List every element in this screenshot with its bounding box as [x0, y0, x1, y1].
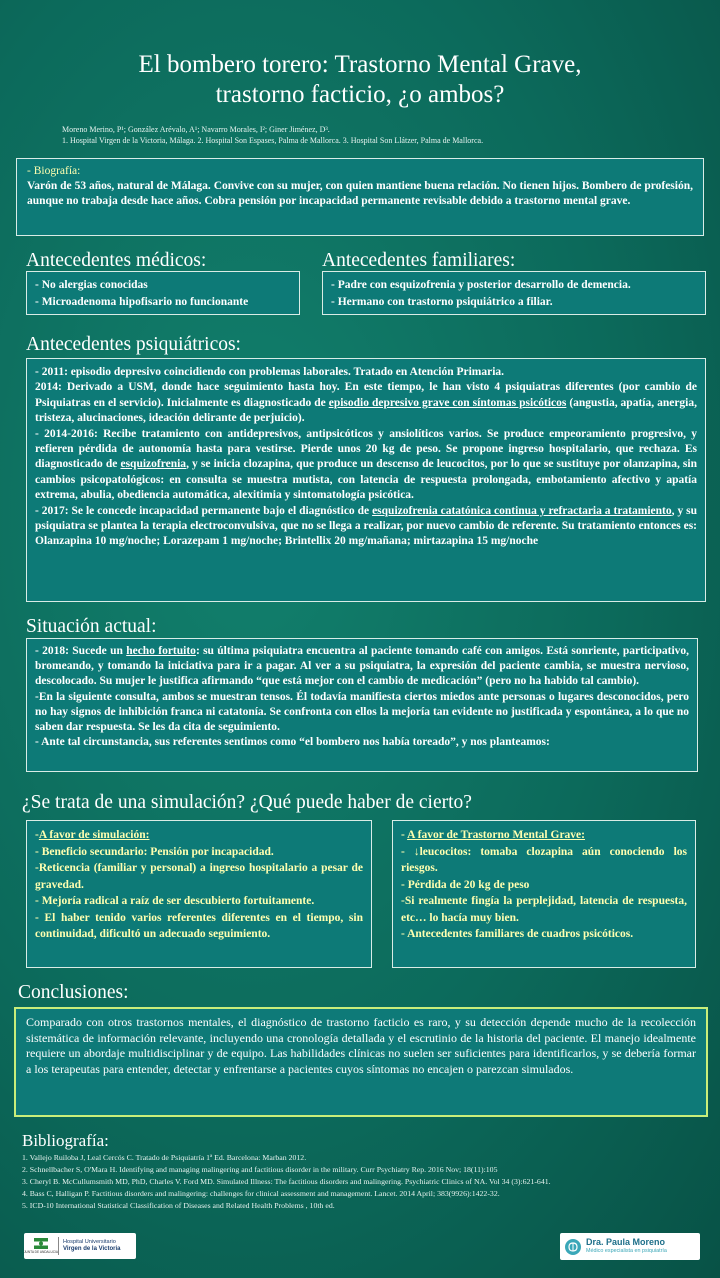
hecho-fortuito: hecho fortuito [126, 645, 196, 657]
situacion-box [26, 638, 698, 772]
familiares-item: - Padre con esquizofrenia y posterior desarrollo de demencia. [331, 279, 631, 291]
authors-affiliations: 1. Hospital Virgen de la Victoria, Málaga. 2. Hospital Son Espases, Palma de Mallorca. 3. Hospital Son Llátzer, Palma de Mallorca. [62, 136, 484, 145]
familiares-item: - Hermano con trastorno psiquiátrico a filiar. [331, 296, 553, 308]
bibliografia-item: 5. ICD-10 International Statistical Classification of Diseases and Related Health Problems , 10th ed. [22, 1201, 335, 1210]
title-line-1: El bombero torero: Trastorno Mental Grave, [138, 51, 582, 78]
bibliografia-item: 4. Bass C, Halligan P. Factitious disorders and malingering: challenges for clinical assessment and management. Lancet. 2014 April; 383(9926):1422-32. [22, 1189, 500, 1198]
doctor-name: Dra. Paula Moreno [586, 1236, 666, 1247]
biografia-text: Varón de 53 años, natural de Málaga. Convive con su mujer, con quien mantiene buena relación. No tienen hijos. Bombero de profesión, aunque no trabaja desde hace años. Cobra pensión por incapacidad permanente revisable debido a trastorno mental grave. [27, 180, 693, 207]
simulacion-label: -A favor de simulación: [35, 829, 150, 841]
simulacion-item: -Reticencia (familiar y personal) a ingreso hospitalario a pesar de gravedad. [35, 862, 363, 891]
medicos-item: - Microadenoma hipofisario no funcionante [35, 296, 249, 308]
tmg-item: - ↓leucocitos: tomaba clozapina aún conociendo los riesgos. [401, 845, 687, 874]
dx-esquizofrenia-catatonica: esquizofrenia catatónica continua y refractaria a tratamiento [372, 504, 672, 517]
bibliografia-item: 3. Cheryl B. McCullumsmith MD, PhD, Charles V. Ford MD. Simulated Illness: The factitious disorders and malingering. Psychiatric Clinics of NA. Vol 34 (3):621-641. [22, 1177, 551, 1186]
psiquiatricos-box [26, 358, 706, 602]
bibliografia-heading: Bibliografía: [22, 1131, 109, 1150]
doctor-logo [560, 1233, 700, 1260]
psiquiatricos-heading: Antecedentes psiquiátricos: [26, 334, 241, 355]
doctor-name-block [586, 1238, 667, 1256]
medicos-heading: Antecedentes médicos: [26, 250, 207, 271]
bibliografia-list [22, 1152, 551, 1212]
biografia-label: - Biografía: [27, 165, 81, 177]
brain-icon [564, 1238, 582, 1256]
dx-esquizofrenia: esquizofrenia [120, 458, 187, 471]
situacion-heading: Situación actual: [26, 616, 157, 637]
tmg-item: - Antecedentes familiares de cuadros psicóticos. [401, 928, 634, 940]
simulacion-item: - Mejoría radical a raíz de ser descubierto fortuitamente. [35, 895, 315, 907]
tmg-item: - Pérdida de 20 kg de peso [401, 878, 530, 891]
familiares-box [322, 271, 706, 315]
simulacion-item: - Beneficio secundario: Pensión por incapacidad. [35, 845, 274, 858]
situacion-consulta: -En la siguiente consulta, ambos se muestran tensos. Él todavía manifiesta ciertos miedos ante personas o lugares desconocidos, pero no hay signos de inhibición franca ni catatonía. Se confronta con ellos la mejoría tan evidente no justificada y espontánea, a lo que no saben dar respuesta. Se les da cita de seguimiento. [35, 690, 689, 734]
familiares-heading: Antecedentes familiares: [322, 250, 516, 271]
tmg-item: -Si realmente fingía la perplejidad, latencia de respuesta, etc… lo hacía muy bien. [401, 895, 687, 924]
conclusiones-box [14, 1007, 708, 1117]
medicos-box [26, 271, 300, 315]
psiquiatricos-2011: - 2011: episodio depresivo coincidiendo con problemas laborales. Tratado en Atención Primaria. [35, 366, 505, 378]
psiquiatricos-2014-2016: - 2014-2016: Recibe tratamiento con antidepresivos, antipsicóticos y ansiolíticos varios. Se produce empeoramiento progresivo, y refieren pérdida de autonomía hasta para vestirse. Pierde unos 20 kg de peso. Se propone ingreso hospitalario, que rechaza. Es diagnosticado de esquizofrenia, y se inicia clozapina, que produce un descenso de leucocitos, por lo que se sustituye por olanzapina, sin cambios psicopatológicos: en consulta se muestra mutista, con latencia de respuesta prolongada, embotamiento afectivo y apatía extrema, abulia, obediencia automática, alexitimia y sintomatología psicótica. [35, 427, 697, 502]
tmg-label: - A favor de Trastorno Mental Grave: [401, 829, 585, 841]
authors-block [62, 124, 483, 146]
doctor-specialty: Médico especialista en psiquiatría [586, 1247, 667, 1254]
psiquiatricos-2017: - 2017: Se le concede incapacidad permanente bajo el diagnóstico de esquizofrenia catatónica continua y refractaria a tratamiento, y su psiquiatra se plantea la terapia electroconvulsiva, que no se llega a realizar, por nuevo cambio de referente. Su tratamiento entonces es: Olanzapina 10 mg/noche; Lorazepam 1 mg/noche; Brintellix 20 mg/mañana; mirtazapina 15 mg/noche [35, 504, 698, 548]
situacion-planteamiento: - Ante tal circunstancia, sus referentes sentimos como “el bombero nos había toreado”, y nos planteamos: [35, 736, 550, 749]
junta-label: JUNTA DE ANDALUCIA [23, 1250, 59, 1254]
pregunta-heading: ¿Se trata de una simulación? ¿Qué puede haber de cierto? [22, 792, 472, 813]
conclusiones-heading: Conclusiones: [18, 982, 129, 1003]
simulacion-item: - El haber tenido varios referentes diferentes en el tiempo, sin continuidad, dificultó un adecuado seguimiento. [35, 911, 363, 940]
bibliografia-item: 2. Schnellbacher S, O'Mara H. Identifying and managing malingering and factitious disorder in the military. Curr Psychiatry Rep. 2016 Nov; 18(11):105 [22, 1165, 498, 1174]
title-line-2: trastorno facticio, ¿o ambos? [215, 81, 505, 108]
psiquiatricos-2014: 2014: Derivado a USM, donde hace seguimiento hasta hoy. En este tiempo, le han visto 4 psiquiatras diferentes (por cambio de Psiquiatras en el servicio). Inicialmente es diagnosticado de episodio depresivo grave con síntomas psicóticos (angustia, apatía, anergia, tristeza, alucinaciones, ideación delirante de perjuicio). [35, 381, 697, 425]
situacion-2018: - 2018: Sucede un hecho fortuito: su última psiquiatra encuentra al paciente tomando café con amigos. Está sonriente, participativo, bromeando, y tomando la iniciativa para ir a pagar. Al ver a su psiquiatra, la expresión del paciente cambia, se muestra nervioso, descolocado. Su mujer le justifica afirmando “que está mejor con el cambio de medicación” (pero no ha habido tal cambio). [35, 645, 690, 688]
poster-title [0, 50, 720, 110]
hospital-name: Hospital Universitario Virgen de la Victoria [63, 1239, 121, 1252]
junta-icon [34, 1238, 48, 1249]
dx-episodio-depresivo: episodio depresivo grave con síntomas psicóticos [328, 396, 567, 409]
junta-emblem [23, 1238, 59, 1254]
conclusiones-text: Comparado con otros trastornos mentales, el diagnóstico de trastorno facticio es raro, y su detección depende mucho de la recolección sistemática de información relevante, incluyendo una cronología detallada y el escrutinio de la historia del paciente. El manejo idealmente requiere un abordaje multidisciplinar y de equipo. Las habilidades clínicas no suelen ser suficientes para identificarlos, y se debería formar a los terapeutas para entender, detectar y enfrentarse a pacientes cuyos síntomas no encajen o parezcan simulados. [26, 1015, 696, 1076]
simulacion-box [26, 820, 372, 968]
tmg-box [392, 820, 696, 968]
authors-names: Moreno Merino, P¹; González Arévalo, A¹; Navarro Morales, I²; Giner Jiménez, D³. [62, 125, 330, 134]
biografia-box [16, 158, 704, 236]
bibliografia-item: 1. Vallejo Ruiloba J, Leal Cercós C. Tratado de Psiquiatría 1ª Ed. Barcelona: Marban 2012. [22, 1153, 307, 1162]
hospital-logo [24, 1233, 136, 1259]
medicos-item: - No alergias conocidas [35, 279, 148, 291]
